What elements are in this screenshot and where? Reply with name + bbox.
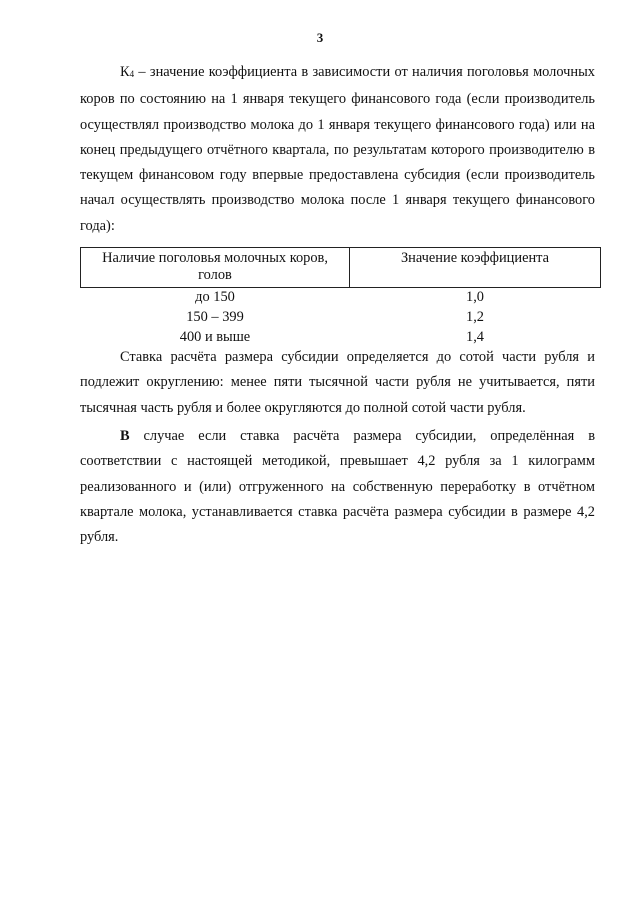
- table-row: [81, 308, 601, 328]
- paragraph-max-rate: [80, 424, 595, 550]
- header-coefficient: Значение коэффициента: [350, 248, 601, 288]
- cell-coefficient: 1,0: [466, 289, 484, 305]
- cell-cows: до 150: [195, 289, 235, 305]
- k-index: 4: [129, 69, 135, 79]
- table-row: [81, 288, 601, 309]
- k4-definition-text: – значение коэффициента в зависимости от наличия поголовья молочных коров по состоянию на 1 января текущего финансового года (если производитель осуществлял производство молока до 1 января текущего финансового года) или на конец предыдущего отчётного квартала, по результатам которого производителю в текущем финансовом году впервые предоставлена субсидия (если производитель начал осуществлять производство молока после 1 января текущего финансового года):: [80, 64, 595, 234]
- paragraph-k4-definition: [80, 60, 595, 239]
- page-number: 3: [316, 30, 324, 45]
- coefficient-table: [80, 247, 601, 348]
- k-letter: К: [120, 64, 130, 80]
- paragraph-rounding-rule: Ставка расчёта размера субсидии определяется до сотой части рубля и подлежит округлению: менее пяти тысячной части рубля не учитывается, пяти тысячная часть рубля и более округляются до полной сотой части рубля.: [80, 349, 595, 416]
- header-cows: Наличие поголовья молочных коров, голов: [81, 248, 350, 288]
- max-rate-text: случае если ставка расчёта размера субсидии, определённая в соответствии с настоящей методикой, превышает 4,2 рубля за 1 килограмм реализованного и (или) отгруженного на собственную переработку в отчётном квартале молока, устанавливается ставка расчёта размера субсидии в размере 4,2 рубля.: [80, 428, 595, 546]
- cell-coefficient: 1,4: [466, 329, 484, 345]
- cell-cows: 400 и выше: [179, 329, 251, 345]
- cell-cows: 150 – 399: [186, 309, 244, 325]
- paragraph-lead-letter: В: [120, 428, 130, 444]
- cell-coefficient: 1,2: [466, 309, 484, 325]
- table-header-row: [81, 248, 601, 288]
